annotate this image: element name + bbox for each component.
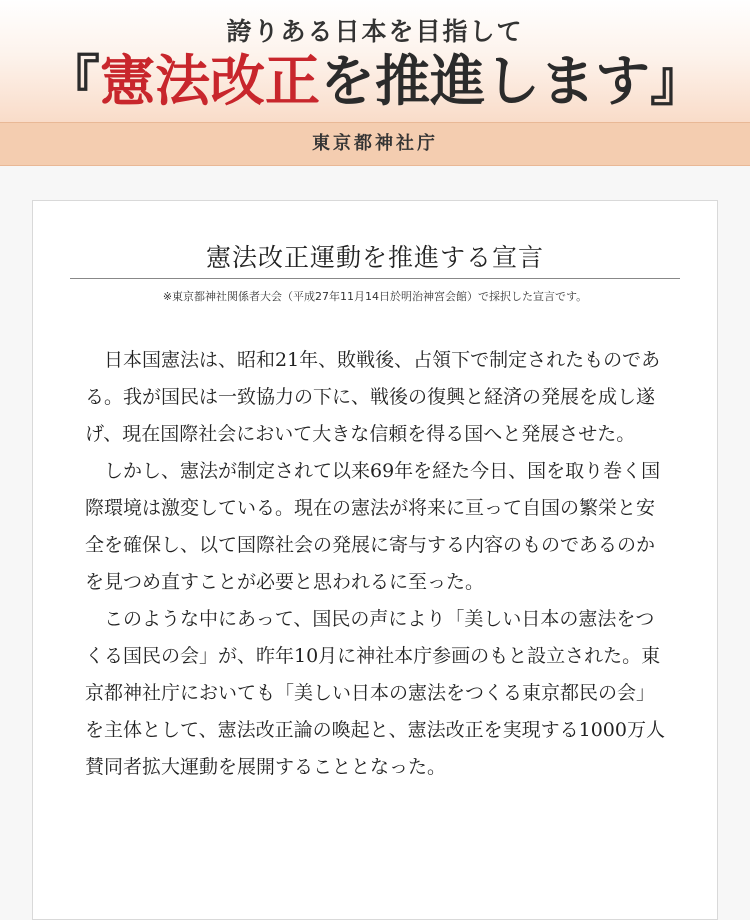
declaration-paragraph: このような中にあって、国民の声により「美しい日本の憲法をつくる国民の会」が、昨年10月に神社本庁参画のもと設立された。東京都神社庁においても「美しい日本の憲法をつくる東京都民の会」を主体として、憲法改正論の喚起と、憲法改正を実現する1000万人賛同者拡大運動を展開することとなった。 — [85, 608, 665, 778]
header-banner — [0, 0, 750, 122]
banner-headline — [0, 46, 750, 116]
declaration-paragraph: しかし、憲法が制定されて以来69年を経た今日、国を取り巻く国際環境は激変している。現在の憲法が将来に亘って自国の繁栄と安全を確保し、以て国際社会の発展に寄与する内容のものであるのかを見つめ直すことが必要と思われるに至った。 — [85, 460, 661, 593]
organization-band — [0, 122, 750, 166]
declaration-paragraph: 日本国憲法は、昭和21年、敗戦後、占領下で制定されたものである。我が国民は一致協力の下に、戦後の復興と経済の発展を成し遂げ、現在国際社会において大きな信頼を得る国へと発展させた。 — [85, 349, 661, 445]
title-divider — [70, 278, 680, 279]
banner-subtitle: 誇りある日本を目指して — [226, 17, 524, 46]
headline-accent: 憲法改正 — [99, 48, 320, 113]
headline-rest: を推進します — [320, 48, 651, 113]
declaration-note: ※東京都神社関係者大会（平成27年11月14日於明治神宮会館）で採択した宣言です。 — [162, 290, 588, 303]
organization-name: 東京都神社庁 — [312, 133, 438, 154]
declaration-title: 憲法改正運動を推進する宣言 — [205, 243, 544, 272]
headline-bracket-open: 『 — [44, 48, 100, 113]
declaration-body — [85, 342, 670, 786]
headline-bracket-close: 』 — [650, 48, 706, 113]
